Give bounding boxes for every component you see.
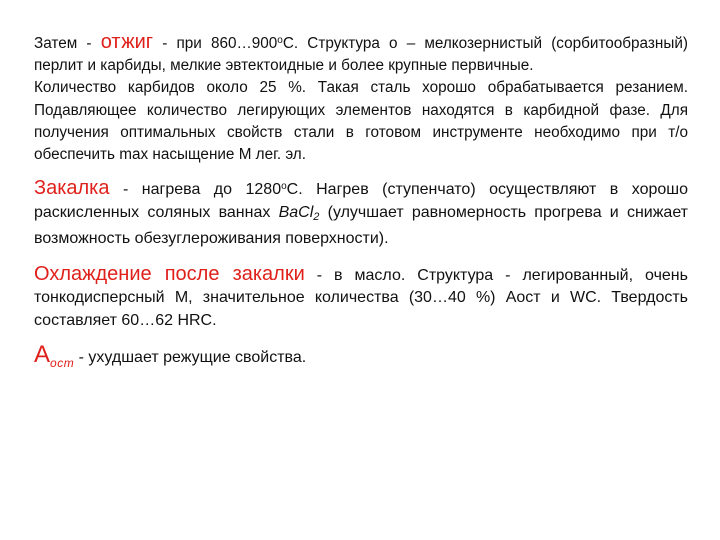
paragraph-retained-austenite [34, 341, 688, 374]
annealing-temperature-text: - при 860…900 [162, 35, 278, 52]
annealing-lead: Затем - [34, 35, 92, 52]
paragraph-cooling [34, 263, 688, 333]
term-retained-austenite [34, 341, 75, 371]
quenching-temperature-text: - нагрева до 1280 [122, 181, 282, 199]
quenching-heating-text: С. Нагрев (ступенчато) осуществляют в хорошо раскисленных соляных ваннах [34, 181, 688, 221]
formula-bacl2 [279, 204, 320, 221]
quenching-effect-text: (улучшает равномерность прогрева и снижает возможность обезуглероживания поверхности). [34, 203, 689, 248]
paragraph-annealing [34, 30, 688, 166]
degree-sign: о [277, 35, 283, 46]
formula-subscript: 2 [313, 210, 320, 223]
slide-content [34, 30, 688, 374]
term-quenching: Закалка [34, 177, 110, 200]
degree-sign: о [281, 181, 287, 193]
carbide-amount-text: Количество карбидов около 25 %. Такая сталь хорошо обрабатывается резанием. Подавляющее количество легирующих элементов находятся в карбидной фазе. Для получения оптимальных свойств стали в готовом инструменте необходимо при т/о обеспечить max насыщение М лег. эл. [34, 79, 688, 164]
austenite-symbol: А [34, 341, 51, 369]
austenite-effect-text: - ухудшает режущие свойства. [78, 349, 307, 367]
annealing-structure-text: С. Структура о – мелкозернистый (сорбитообразный) перлит и карбиды, мелкие эвтектоидные и более крупные первичные. [34, 35, 688, 75]
austenite-subscript: ост [50, 356, 75, 371]
paragraph-quenching [34, 176, 688, 251]
term-cooling-after-quenching: Охлаждение после закалки [34, 262, 305, 285]
term-annealing: отжиг [100, 31, 154, 53]
cooling-text: - в масло. Структура - легированный, очень тонкодисперсный М, значительное количества (30…40 %) Аост и WC. Твердость составляет 60…62 HRC. [34, 266, 688, 329]
formula-main: BaCl [278, 203, 314, 221]
